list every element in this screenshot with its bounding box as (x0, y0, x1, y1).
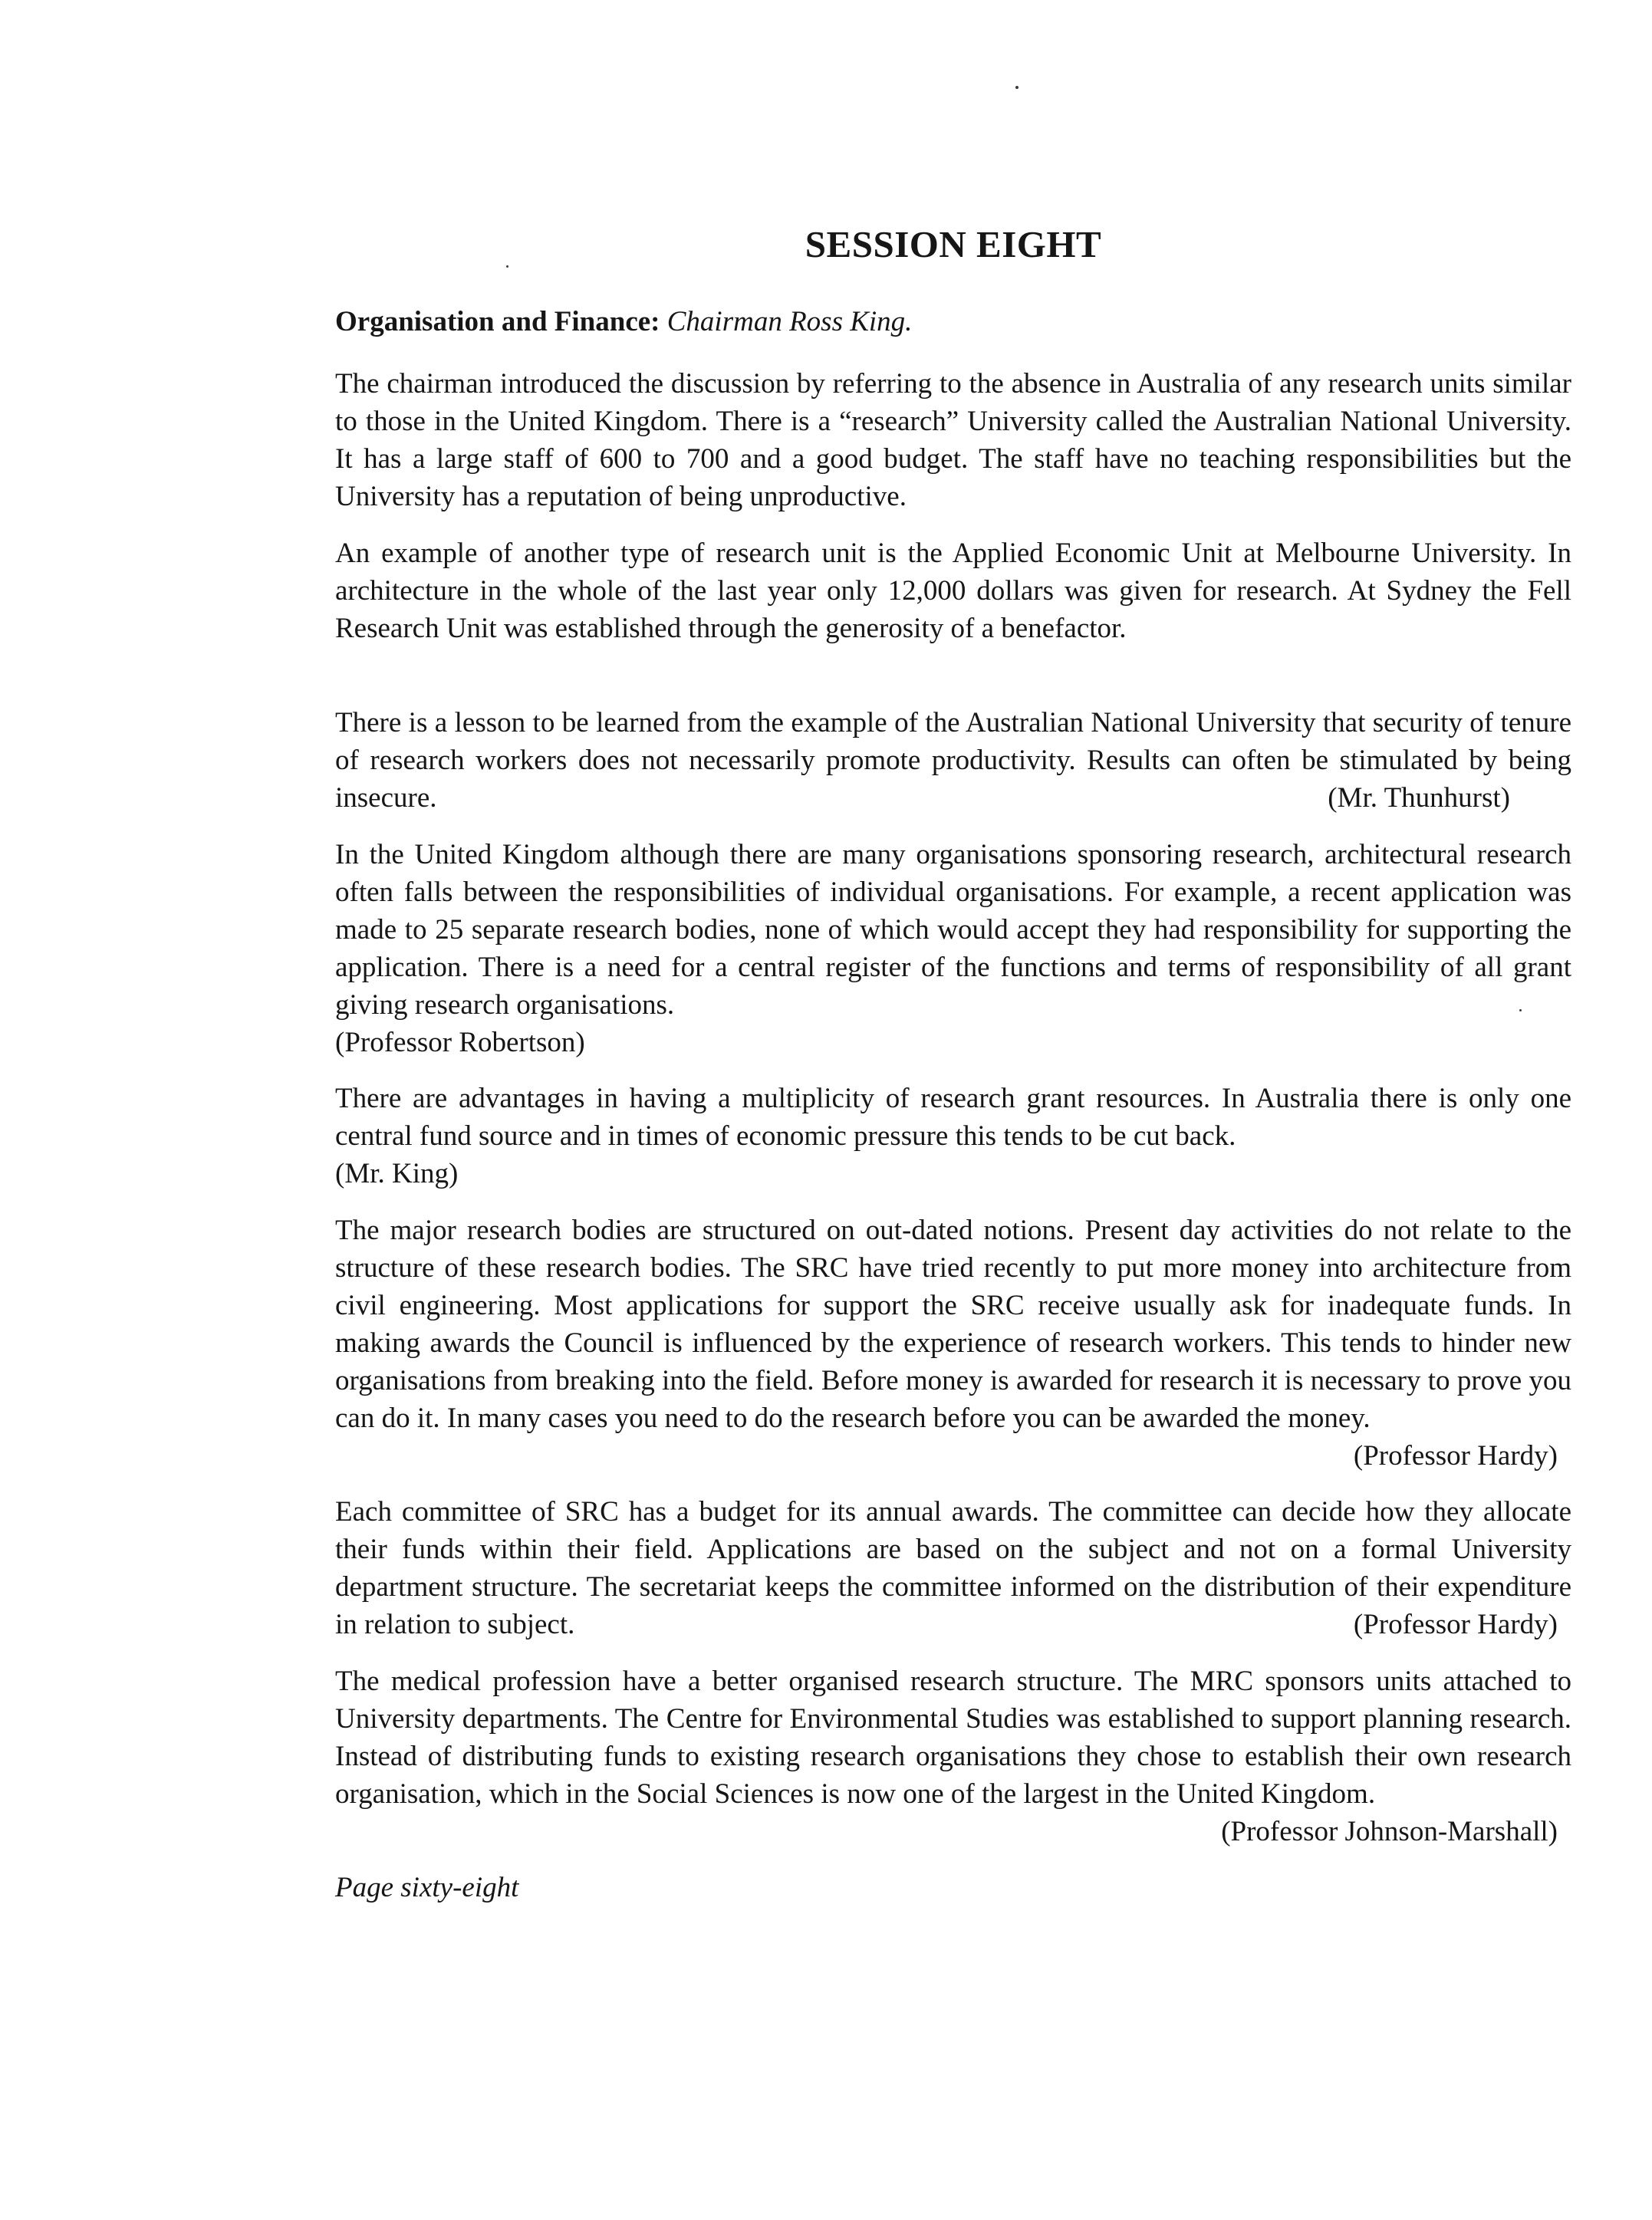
paragraph-text: The chairman introduced the discussion by referring to the absence in Australia of any research units similar to those in the United Kingdom. There is a “research” University called the Australian National University. It has a large staff of 600 to 700 and a good budget. The staff have no teaching responsibilities but the University has a reputation of being unproductive. (335, 368, 1571, 512)
paragraph-attribution: (Mr. Thunhurst) (1328, 782, 1510, 814)
paragraph-attribution: (Professor Johnson-Marshall) (1221, 1816, 1558, 1847)
page-number-footer: Page sixty-eight (335, 1872, 519, 1903)
session-title: SESSION EIGHT (805, 223, 1102, 265)
subheading-label: Organisation and Finance: (335, 306, 660, 337)
paragraph-text: The medical profession have a better organised research structure. The MRC sponsors units attached to University departments. The Centre for Environmental Studies was established to support planning research. Instead of distributing funds to existing research organisations they chose to establish their own research organisation, which in the Social Sciences is now one of the largest in the United Kingdom. (335, 1666, 1571, 1810)
paragraph-6 (335, 1212, 1571, 1475)
paragraph-text: In the United Kingdom although there are many organisations sponsoring research, architectural research often falls between the responsibilities of individual organisations. For example, a recent application was made to 25 separate research bodies, none of which would accept they had responsibility for supporting the application. There is a need for a central register of the functions and terms of responsibility of all grant giving research organisations. (335, 839, 1571, 1021)
paragraph-4 (335, 836, 1571, 1061)
paragraph-text: The major research bodies are structured on out-dated notions. Present day activities do not relate to the structure of these research bodies. The SRC have tried recently to put more money into architecture from civil engineering. Most applications for support the SRC receive usually ask for inadequate funds. In making awards the Council is influenced by the experience of research workers. This tends to hinder new organisations from breaking into the field. Before money is awarded for research it is necessary to prove you can do it. In many cases you need to do the research before you can be awarded the money. (335, 1215, 1571, 1434)
paragraph-attribution: (Professor Robertson) (335, 1027, 585, 1058)
paragraph-attribution: (Professor Hardy) (1353, 1440, 1558, 1472)
paragraph-text: Each committee of SRC has a budget for its annual awards. The committee can decide how they allocate their funds within their field. Applications are based on the subject and not on a formal University department structure. The secretariat keeps the committee informed on the distribution of their expenditure in relation to subject. (335, 1496, 1571, 1640)
paragraph-5 (335, 1080, 1571, 1192)
paragraph-attribution: (Mr. King) (335, 1158, 459, 1189)
print-speck (1015, 86, 1019, 89)
paragraph-text: There is a lesson to be learned from the example of the Australian National University that security of tenure of research workers does not necessarily promote productivity. Results can often be stimulated by being insecure. (335, 707, 1571, 814)
paragraph-text: There are advantages in having a multiplicity of research grant resources. In Australia there is only one central fund source and in times of economic pressure this tends to be cut back. (335, 1083, 1571, 1152)
paragraph-text: An example of another type of research unit is the Applied Economic Unit at Melbourne University. In architecture in the whole of the last year only 12,000 dollars was given for research. At Sydney the Fell Research Unit was established through the generosity of a benefactor. (335, 538, 1571, 644)
paragraph-2 (335, 534, 1571, 647)
paragraph-3 (335, 704, 1571, 817)
paragraph-8 (335, 1663, 1571, 1850)
subheading-chairman: Chairman Ross King. (666, 306, 913, 337)
section-subheading (335, 305, 912, 338)
paragraph-1 (335, 365, 1571, 515)
paragraph-attribution: (Professor Hardy) (1353, 1609, 1558, 1640)
paragraph-7 (335, 1493, 1571, 1643)
